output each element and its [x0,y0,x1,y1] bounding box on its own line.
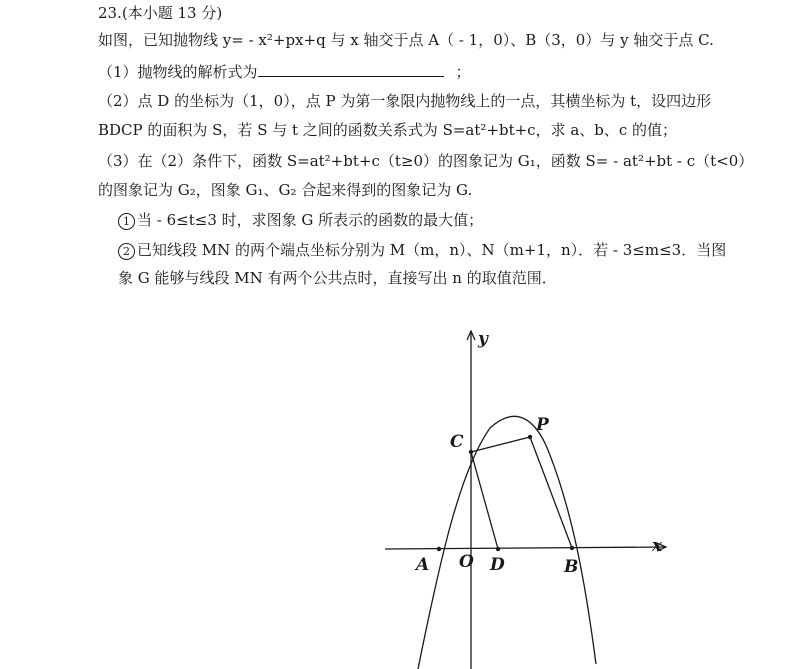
circled-number-1: 1 [118,213,135,230]
point-C [469,450,473,454]
label-B: B [564,557,579,577]
label-D: D [490,555,505,575]
problem-intro: 如图，已知抛物线 y= - x²+px+q 与 x 轴交于点 A（ - 1，0）、B（3，0）与 y 轴交于点 C. [98,31,714,49]
subquestion-1-text: 当 - 6≤t≤3 时，求图象 G 所表示的函数的最大值； [137,211,484,229]
subquestion-2-text: 已知线段 MN 的两个端点坐标分别为 M（m，n）、N（m+1，n）．若 - 3≤m≤3．当图 [137,241,727,259]
problem-header: 23.(本小题 13 分) [98,4,223,22]
segment-PB [530,437,572,548]
point-A [437,547,441,551]
part3-line2: 的图象记为 G₂，图象 G₁、G₂ 合起来得到的图象记为 G. [98,181,473,199]
label-C: C [450,432,464,452]
circled-number-2: 2 [118,243,135,260]
part1-suffix: ； [455,63,471,81]
label-y: y [478,329,488,349]
point-P [528,435,532,439]
point-D [496,547,500,551]
label-x: x [652,536,663,556]
subquestion-2-line2: 象 G 能够与线段 MN 有两个公共点时，直接写出 n 的取值范围． [118,269,557,287]
segment-CD [471,452,498,549]
part2-line1: （2）点 D 的坐标为（1，0），点 P 为第一象限内抛物线上的一点，其横坐标为 t，设四边形 [98,92,712,110]
part3-line1: （3）在（2）条件下，函数 S=at²+bt+c（t≥0）的图象记为 G₁，函数 S= - at²+bt - c（t<0） [98,152,754,170]
point-B [570,546,574,550]
label-O: O [459,552,474,572]
label-P: P [536,415,549,435]
part2-line2: BDCP 的面积为 S，若 S 与 t 之间的函数关系式为 S=at²+bt+c，求 a、b、c 的值； [98,121,678,139]
label-A: A [416,555,430,575]
part1-prefix: （1）抛物线的解析式为 [98,63,258,81]
x-axis [385,547,665,549]
